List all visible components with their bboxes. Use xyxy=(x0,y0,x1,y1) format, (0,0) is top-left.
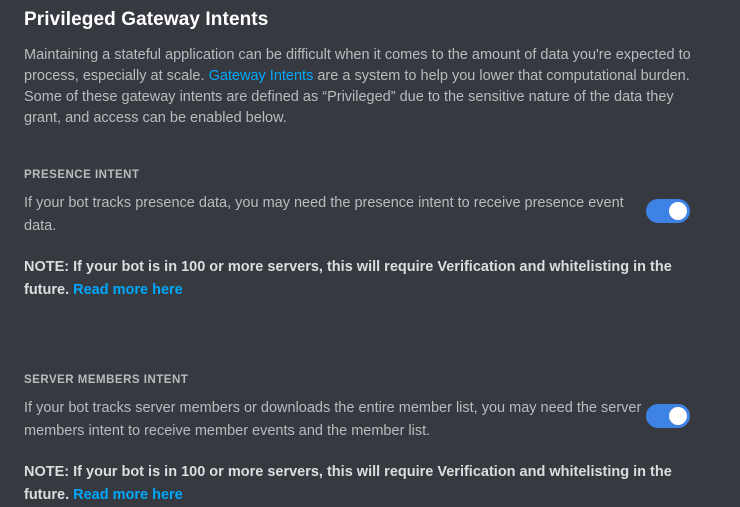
server-members-read-more-link[interactable]: Read more here xyxy=(73,487,183,503)
presence-read-more-link[interactable]: Read more here xyxy=(73,282,183,298)
gateway-intents-link[interactable]: Gateway Intents xyxy=(208,68,314,84)
presence-intent-section xyxy=(24,169,704,302)
presence-intent-note xyxy=(24,256,684,302)
toggle-knob-icon xyxy=(669,407,687,425)
presence-intent-label: PRESENCE INTENT xyxy=(24,169,140,181)
intro-text-part-1: Maintaining a stateful application can be difficult when it comes to the amount of data you're expected to process, especially at scale. xyxy=(24,47,691,84)
presence-intent-toggle[interactable] xyxy=(646,199,690,223)
intro-paragraph xyxy=(24,45,704,129)
page-title: Privileged Gateway Intents xyxy=(24,9,269,30)
server-members-intent-note xyxy=(24,461,684,507)
server-members-note-text: NOTE: If your bot is in 100 or more servers, this will require Verification and whitelisting in the future. xyxy=(24,464,672,503)
toggle-knob-icon xyxy=(669,202,687,220)
intro-text-part-2: are a system to help you lower that computational burden. Some of these gateway intents are defined as “Privileged” due to the sensitive nature of the data they grant, and access can be enabled below. xyxy=(24,68,690,126)
server-members-intent-label: SERVER MEMBERS INTENT xyxy=(24,374,189,386)
server-members-intent-section xyxy=(24,374,704,507)
presence-note-text: NOTE: If your bot is in 100 or more servers, this will require Verification and whitelisting in the future. xyxy=(24,259,672,298)
server-members-intent-description: If your bot tracks server members or downloads the entire member list, you may need the server members intent to receive member events and the member list. xyxy=(24,400,642,439)
presence-intent-description: If your bot tracks presence data, you may need the presence intent to receive presence event data. xyxy=(24,195,624,234)
server-members-intent-toggle[interactable] xyxy=(646,404,690,428)
